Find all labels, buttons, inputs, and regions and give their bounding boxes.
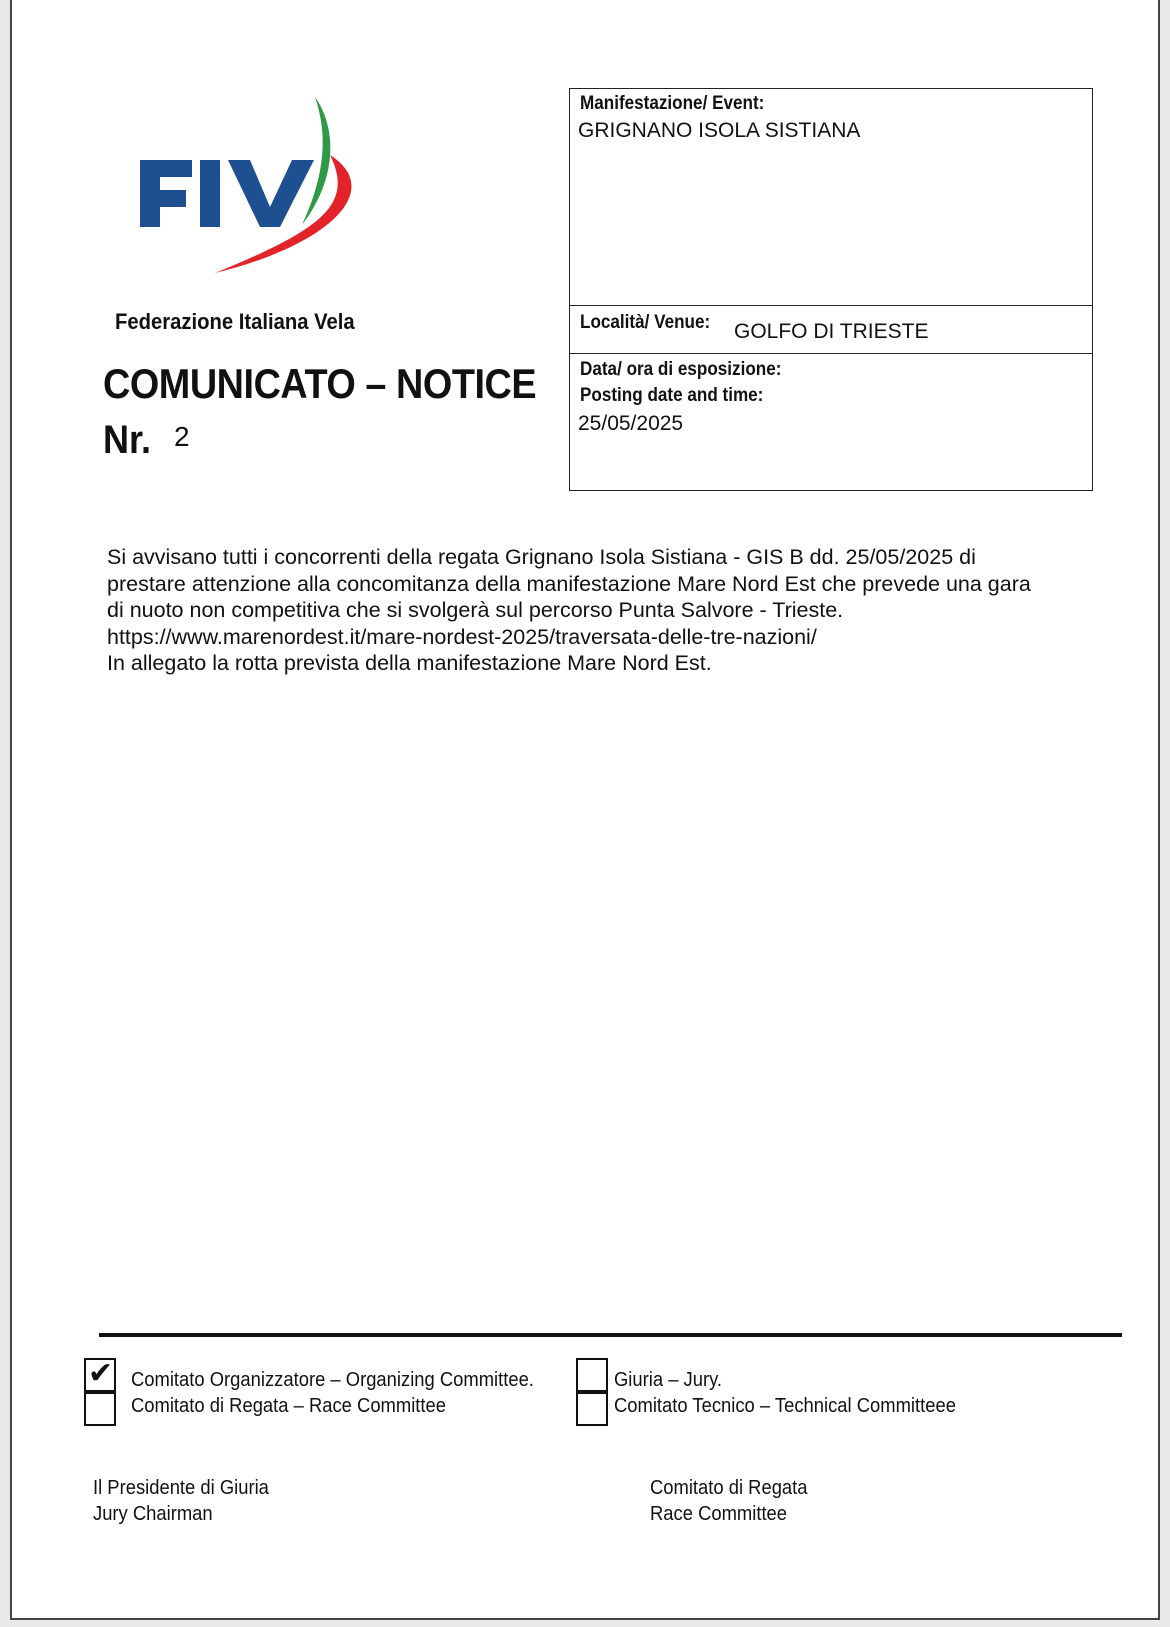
signature-jury-line-it: Il Presidente di Giuria [93, 1477, 269, 1499]
body-line: Si avvisano tutti i concorrenti della regata Grignano Isola Sistiana - GIS B dd. 25/05/2025 di [107, 545, 976, 569]
event-info-box [569, 88, 1093, 491]
body-line: In allegato la rotta prevista della manifestazione Mare Nord Est. [107, 651, 712, 675]
logo-letter-i [200, 160, 220, 227]
checkbox-organizing-committee[interactable] [84, 1358, 116, 1392]
event-row [570, 89, 1092, 306]
fiv-logo [130, 95, 380, 285]
checkbox-jury[interactable] [576, 1358, 608, 1392]
signature-jury-chairman [93, 1475, 269, 1527]
notice-number-label: Nr. [103, 418, 152, 462]
posting-date-row [570, 354, 1092, 490]
issuer-label-race-committee: Comitato di Regata – Race Committee [131, 1395, 446, 1417]
posting-date-label-it: Data/ ora di esposizione: [580, 359, 782, 380]
body-line: di nuoto non competitiva che si svolgerà sul percorso Punta Salvore - Trieste. [107, 598, 844, 622]
check-mark-icon: ✔ [88, 1356, 114, 1391]
issuer-label-organizing-committee: Comitato Organizzatore – Organizing Committee. [131, 1369, 534, 1391]
posting-date-value: 25/05/2025 [578, 412, 684, 435]
notice-number-value: 2 [174, 421, 190, 452]
body-line: prestare attenzione alla concomitanza della manifestazione Mare Nord Est che prevede una gara [107, 571, 1031, 596]
signature-race-committee [650, 1475, 808, 1527]
signature-jury-line-en: Jury Chairman [93, 1503, 213, 1525]
logo-letter-f [140, 160, 192, 227]
checkbox-technical-committee[interactable] [576, 1392, 608, 1426]
issuer-label-technical-committee: Comitato Tecnico – Technical Committeee [614, 1395, 956, 1417]
signature-rc-line-en: Race Committee [650, 1503, 788, 1525]
federation-name: Federazione Italiana Vela [115, 309, 355, 334]
event-value: GRIGNANO ISOLA SISTIANA [578, 119, 861, 142]
body-link[interactable]: https://www.marenordest.it/mare-nordest-2025/traversata-delle-tre-nazioni/ [107, 624, 817, 649]
posting-date-label-en: Posting date and time: [580, 385, 764, 406]
notice-page [10, 0, 1160, 1620]
logo-letter-v [228, 160, 314, 227]
divider [99, 1333, 1122, 1337]
venue-label: Località/ Venue: [580, 312, 711, 333]
event-label: Manifestazione/ Event: [580, 93, 765, 114]
notice-title: COMUNICATO – NOTICE [103, 360, 537, 407]
notice-body [107, 544, 1117, 677]
venue-row [570, 306, 1092, 354]
checkbox-race-committee[interactable] [84, 1392, 116, 1426]
venue-value: GOLFO DI TRIESTE [734, 320, 929, 343]
issuer-label-jury: Giuria – Jury. [614, 1369, 723, 1391]
signature-rc-line-it: Comitato di Regata [650, 1477, 808, 1499]
